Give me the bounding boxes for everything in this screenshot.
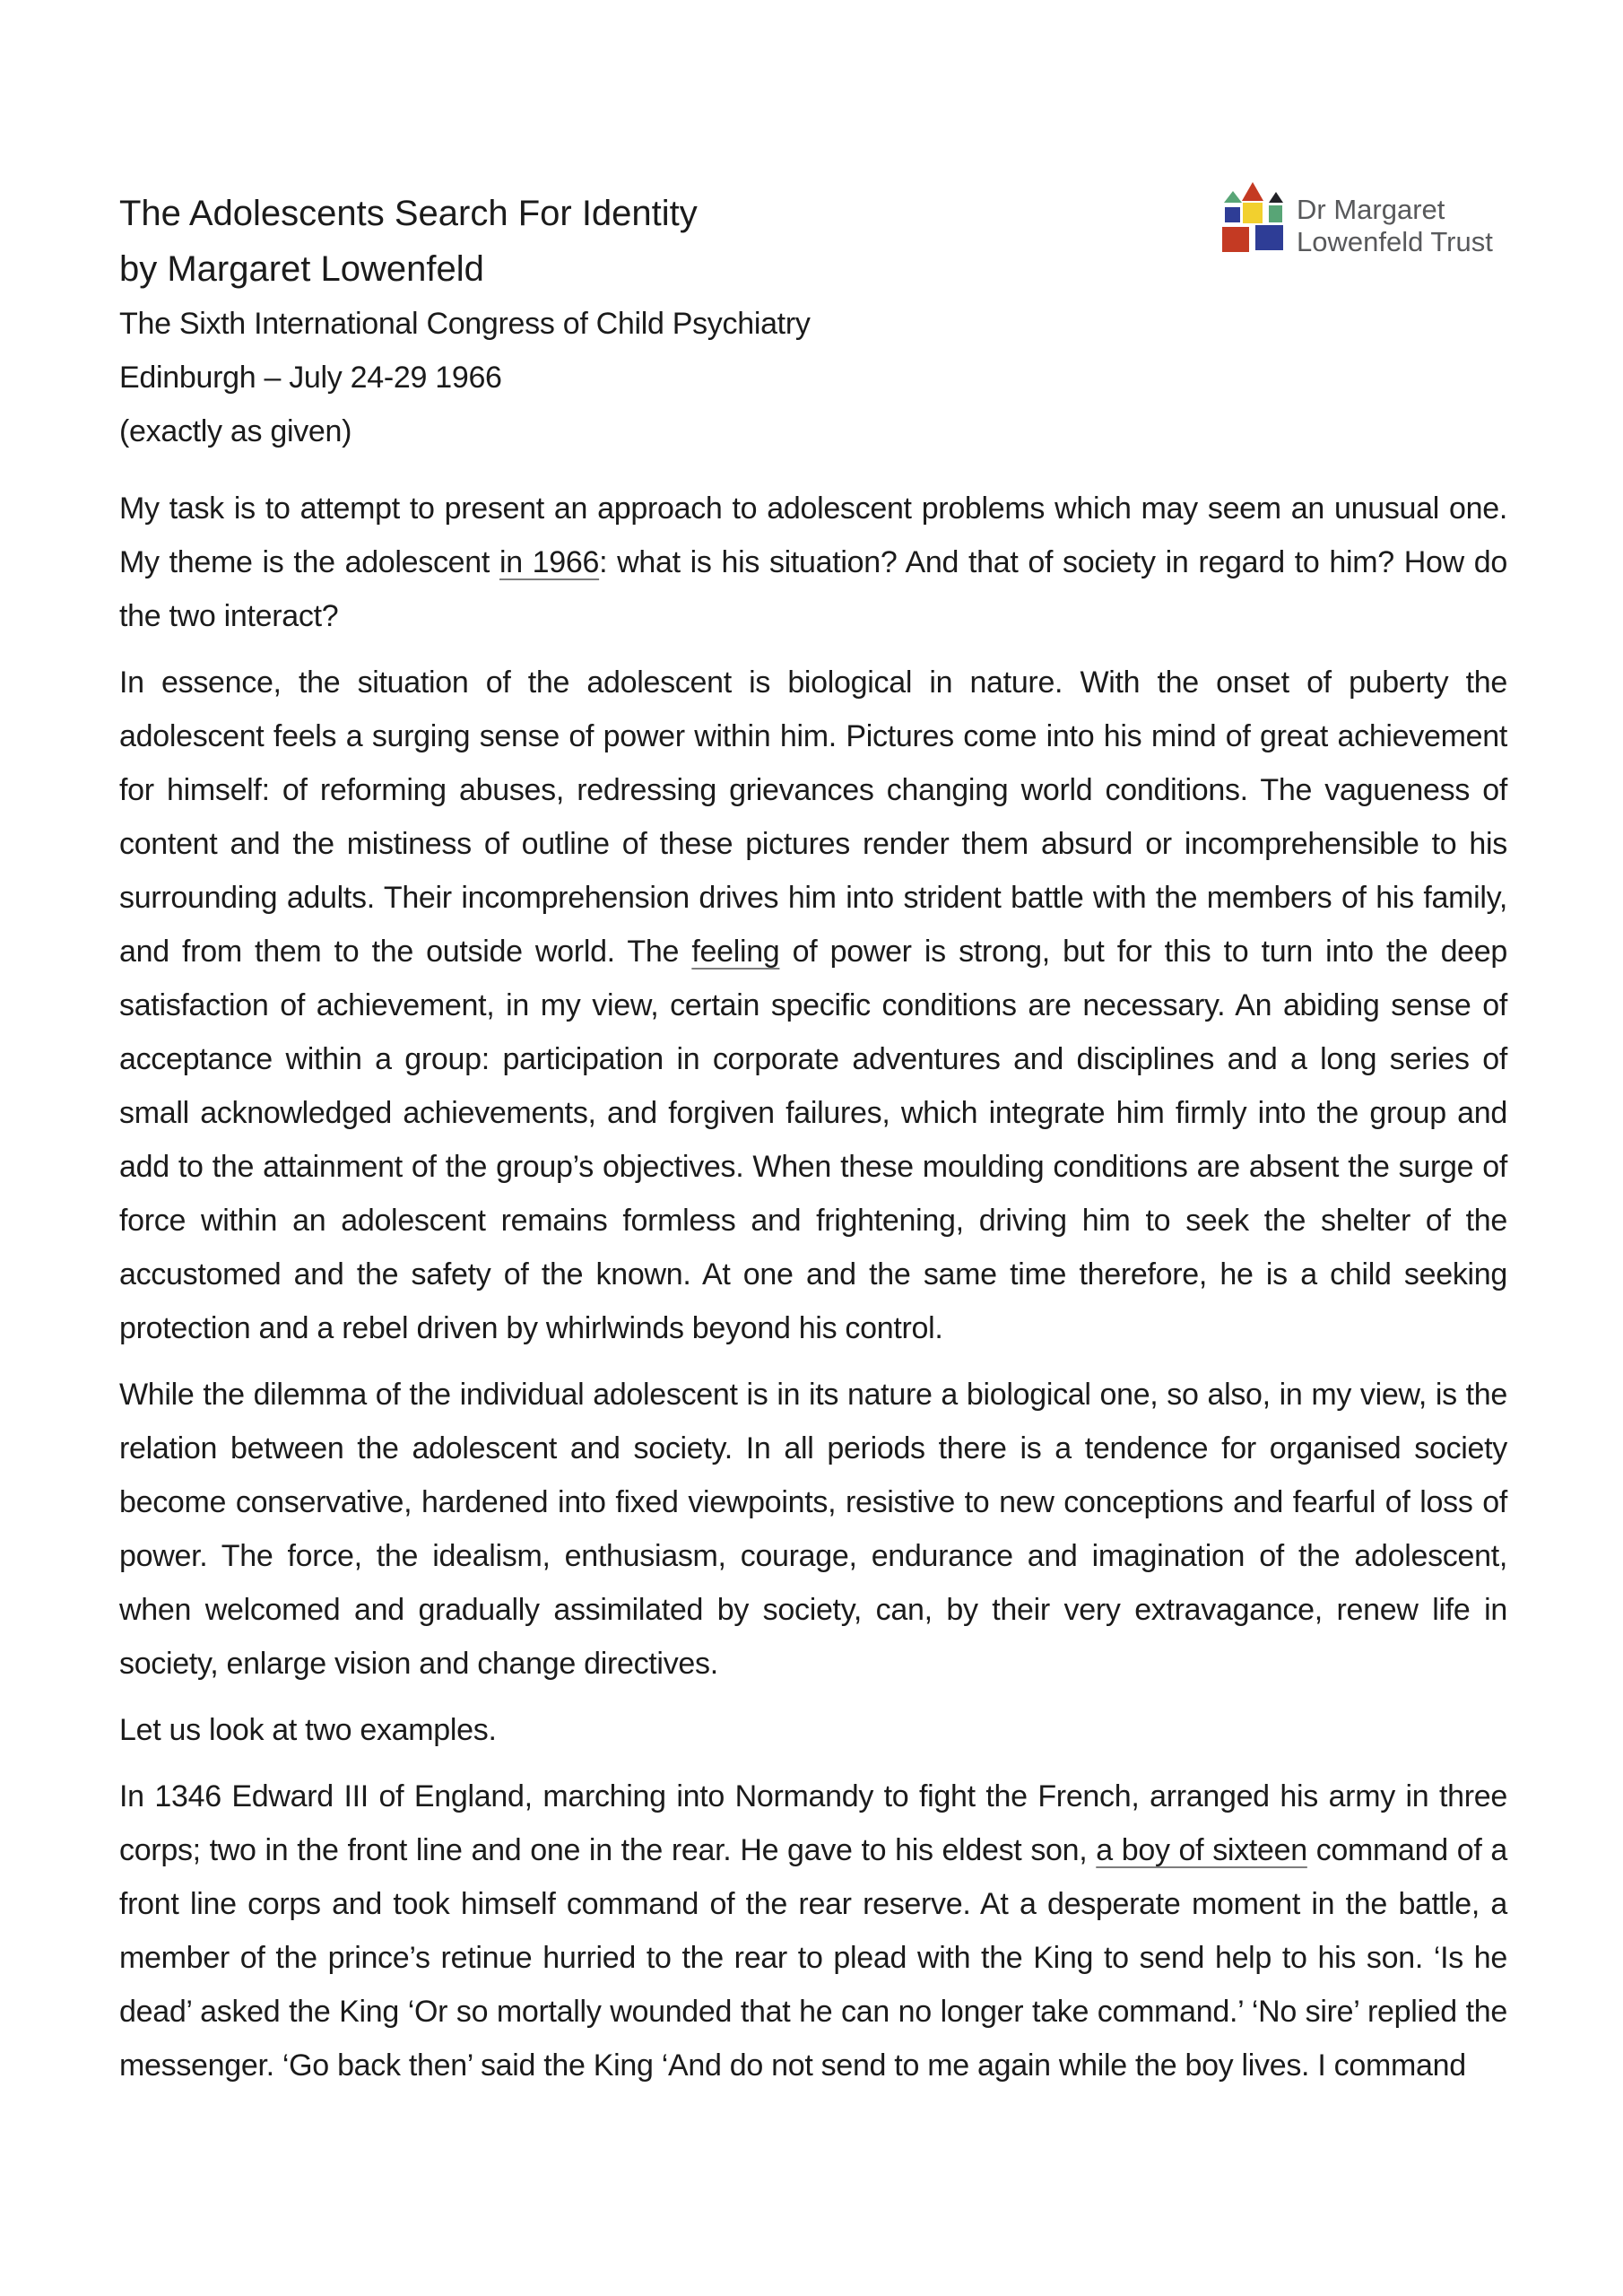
paragraph-5	[119, 1770, 1507, 2092]
text-segment: Let us look at two examples.	[119, 1713, 497, 1747]
text-segment: My task is to attempt to present an approach to adolescent problems which may seem an unusual one. My theme is the adolescent	[119, 491, 1507, 579]
text-segment: : what is his situation? And that of society in regard to him? How do the two interact?	[119, 545, 1507, 633]
underlined-phrase: feeling	[691, 935, 780, 969]
document-byline: by Margaret Lowenfeld	[119, 249, 484, 289]
paragraph-4	[119, 1703, 1507, 1757]
document-title: The Adolescents Search For Identity	[119, 194, 698, 233]
congress-line: The Sixth International Congress of Child Psychiatry	[119, 307, 811, 341]
location-date-line: Edinburgh – July 24-29 1966	[119, 361, 502, 395]
trust-name-line2: Lowenfeld Trust	[1297, 226, 1493, 257]
paragraph-3	[119, 1368, 1507, 1691]
paragraph-2	[119, 656, 1507, 1355]
text-segment: In 1346 Edward III of England, marching into Normandy to fight the French, arranged his army in three corps; two in the front line and one in the rear. He gave to his eldest son,	[119, 1779, 1507, 1867]
body-text	[119, 482, 1507, 2092]
note-line: (exactly as given)	[119, 414, 352, 448]
text-segment: While the dilemma of the individual adolescent is in its nature a biological one, so also, in my view, is the relation between the adolescent and society. In all periods there is a tendence for organised society become conservative, hardened into fixed viewpoints, resistive to new conceptions and fearful of loss of power. The force, the idealism, enthusiasm, courage, endurance and imagination of the adolescent, when welcomed and gradually assimilated by society, can, by their very extravagance, renew life in society, enlarge vision and change directives.	[119, 1378, 1507, 1681]
paragraph-1	[119, 482, 1507, 643]
trust-name-line1: Dr Margaret	[1297, 194, 1445, 225]
underlined-phrase: in 1966	[499, 545, 600, 579]
text-segment: In essence, the situation of the adolescent is biological in nature. With the onset of puberty the adolescent feels a surging sense of power within him. Pictures come into his mind of great achievement for himself: of reforming abuses, redressing grievances changing world conditions. The vagueness of content and the mistiness of outline of these pictures render them absurd or incomprehensible to his surrounding adults. Their incomprehension drives him into strident battle with the members of his family, and from them to the outside world. The	[119, 665, 1507, 969]
underlined-phrase: a boy of sixteen	[1096, 1833, 1307, 1867]
text-segment: of power is strong, but for this to turn into the deep satisfaction of achievement, in my view, certain specific conditions are necessary. An abiding sense of acceptance within a group: participation in corporate adventures and disciplines and a long series of small acknowledged achievements, and forgiven failures, which integrate him firmly into the group and add to the attainment of the group’s objectives. When these moulding conditions are absent the surge of force within an adolescent remains formless and frightening, driving him to seek the shelter of the accustomed and the safety of the known. At one and the same time therefore, he is a child seeking protection and a rebel driven by whirlwinds beyond his control.	[119, 935, 1508, 1345]
text-segment: command of a front line corps and took himself command of the rear reserve. At a desperate moment in the battle, a member of the prince’s retinue hurried to the rear to plead with the King to send help to his son. ‘Is he dead’ asked the King ‘Or so mortally wounded that he can no longer take command.’ ‘No sire’ replied the messenger. ‘Go back then’ said the King ‘And do not send to me again while the boy lives. I command	[119, 1833, 1507, 2083]
document-content	[119, 186, 1507, 2105]
